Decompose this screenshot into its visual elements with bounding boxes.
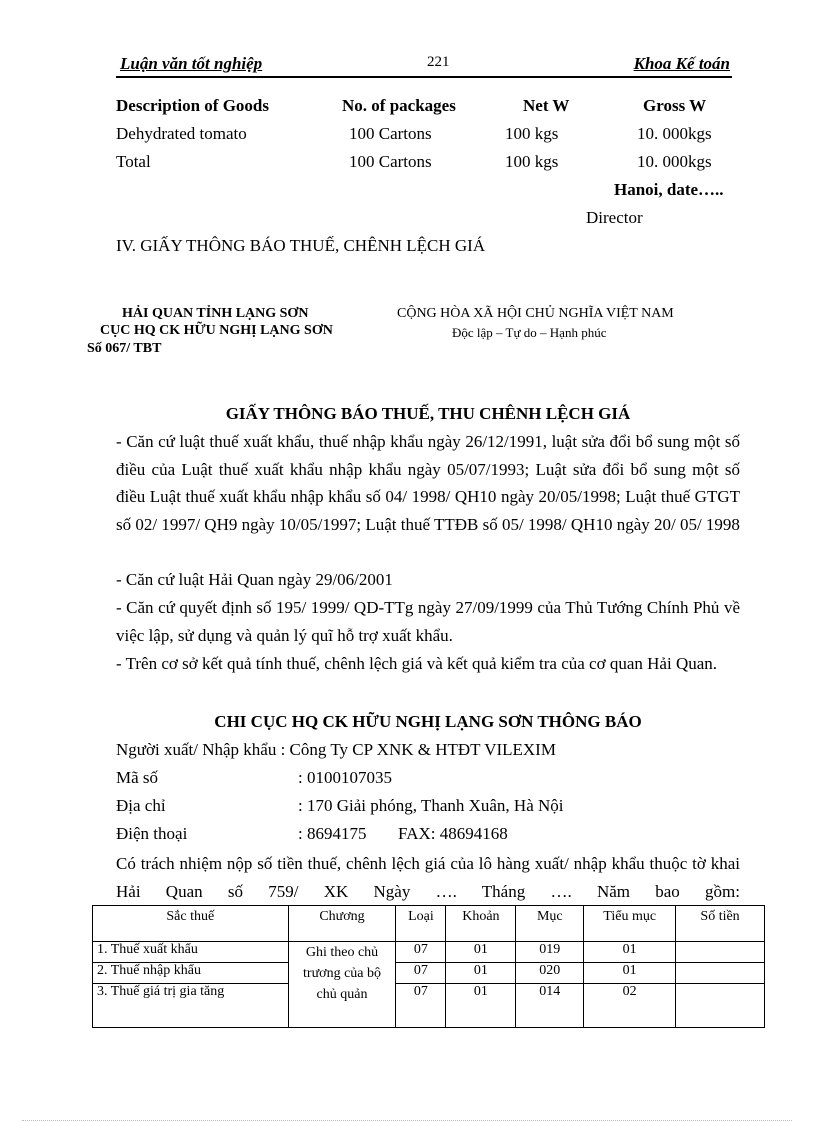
- amount-cell: [676, 984, 765, 1028]
- notice-title: GIẤY THÔNG BÁO THUẾ, THU CHÊNH LỆCH GIÁ: [225, 404, 631, 423]
- code-label: Mã số: [116, 768, 159, 787]
- phone-label: Điện thoại: [116, 824, 188, 843]
- goods-cell: 10. 000kgs: [637, 152, 712, 171]
- amount-cell: [676, 942, 765, 963]
- col-chapter: Chương: [288, 906, 396, 942]
- legal-basis-2: - Căn cứ luật Hải Quan ngày 29/06/2001: [116, 570, 393, 589]
- col-subsection: Tiểu mục: [584, 906, 676, 942]
- amount-cell: [676, 963, 765, 984]
- table-cell: 01: [446, 984, 516, 1028]
- republic-name: CỘNG HÒA XÃ HỘI CHỦ NGHĨA VIỆT NAM: [397, 306, 674, 321]
- code-value: : 0100107035: [298, 768, 392, 787]
- col-tax-type: Sắc thuế: [93, 906, 289, 942]
- importer-line: Người xuất/ Nhập khẩu : Công Ty CP XNK & HTĐT VILEXIM: [116, 740, 556, 759]
- header-thesis-title: Luận văn tốt nghiệp: [120, 54, 263, 73]
- goods-cell: 10. 000kgs: [637, 124, 712, 143]
- goods-cell: 100 kgs: [505, 124, 559, 143]
- goods-col-net-weight: Net W: [523, 96, 570, 115]
- table-cell: 01: [446, 942, 516, 963]
- goods-cell: 100 Cartons: [349, 124, 432, 143]
- table-cell: 01: [446, 963, 516, 984]
- table-row: [93, 984, 765, 1028]
- col-item: Khoản: [446, 906, 516, 942]
- legal-basis-3: - Căn cứ quyết định số 195/ 1999/ QD-TTg ngày 27/09/1999 của Thủ Tướng Chính Phủ về việc lập, sử dụng và quản lý quĩ hỗ trợ xuất khẩu.: [116, 598, 740, 645]
- table-row: [93, 963, 765, 984]
- table-cell: 01: [584, 942, 676, 963]
- table-cell: 014: [516, 984, 584, 1028]
- document-number: Số 067/ TBT: [87, 341, 162, 356]
- table-cell: 07: [396, 984, 446, 1028]
- fax-value: FAX: 48694168: [398, 824, 508, 843]
- signature-title: Director: [586, 208, 643, 227]
- col-section: Mục: [516, 906, 584, 942]
- table-cell: 07: [396, 942, 446, 963]
- goods-cell: Dehydrated tomato: [116, 124, 247, 143]
- closing-text: Có trách nhiệm nộp số tiền thuế, chênh lệch giá của lô hàng xuất/ nhập khẩu thuộc tờ khai Hải Quan số 759/ XK Ngày …. Tháng …. Năm bao gồm:: [116, 854, 740, 901]
- goods-cell: 100 kgs: [505, 152, 559, 171]
- signature-place-date: Hanoi, date…..: [614, 180, 724, 199]
- announce-title: CHI CỤC HQ CK HỮU NGHỊ LẠNG SƠN THÔNG BÁO: [214, 712, 642, 731]
- legal-basis-1: - Căn cứ luật thuế xuất khẩu, thuế nhập khẩu ngày 26/12/1991, luật sửa đổi bổ sung một số điều của Luật thuế xuất khẩu nhập khẩu ngày 05/07/1993; Luật sửa đổi bổ sung một số điều Luật thuế xuất khẩu nhập khẩu số 04/ 1998/ QH10 ngày 20/05/1998; Luật thuế GTGT số 02/ 1997/ QH9 ngày 10/05/1997; Luật thuế TTĐB số 05/ 1998/ QH10 ngày 20/ 05/ 1998: [116, 432, 740, 534]
- table-cell: 020: [516, 963, 584, 984]
- goods-col-description: Description of Goods: [116, 96, 269, 115]
- tax-table-header: [93, 906, 765, 942]
- table-cell: 02: [584, 984, 676, 1028]
- address-value: : 170 Giải phóng, Thanh Xuân, Hà Nội: [298, 796, 564, 815]
- goods-cell: 100 Cartons: [349, 152, 432, 171]
- running-header: [116, 52, 732, 78]
- agency-line2: CỤC HQ CK HỮU NGHỊ LẠNG SƠN: [100, 323, 333, 338]
- table-cell: 07: [396, 963, 446, 984]
- phone-value: : 8694175: [298, 824, 367, 843]
- table-cell: 01: [584, 963, 676, 984]
- goods-col-gross-weight: Gross W: [643, 96, 707, 115]
- tax-type-cell: 3. Thuế giá trị gia tăng: [93, 984, 289, 1028]
- tax-table: [92, 905, 765, 1028]
- chapter-note: Ghi theo chủ trương của bộ chủ quản: [288, 942, 396, 1028]
- address-label: Địa chỉ: [116, 796, 166, 815]
- goods-col-packages: No. of packages: [342, 96, 456, 115]
- table-row: [93, 942, 765, 963]
- page-number: 221: [427, 54, 450, 70]
- agency-line1: HẢI QUAN TỈNH LẠNG SƠN: [122, 306, 309, 321]
- col-category: Loại: [396, 906, 446, 942]
- section-heading: IV. GIẤY THÔNG BÁO THUẾ, CHÊNH LỆCH GIÁ: [116, 236, 486, 255]
- col-amount: Số tiền: [676, 906, 765, 942]
- legal-basis-4: - Trên cơ sở kết quả tính thuế, chênh lệch giá và kết quả kiểm tra của cơ quan Hải Quan.: [116, 654, 718, 673]
- table-cell: 019: [516, 942, 584, 963]
- tax-type-cell: 2. Thuế nhập khẩu: [93, 963, 289, 984]
- goods-cell: Total: [116, 152, 151, 171]
- page-bottom-divider: [22, 1120, 792, 1121]
- tax-type-cell: 1. Thuế xuất khẩu: [93, 942, 289, 963]
- header-faculty: Khoa Kế toán: [633, 54, 730, 73]
- republic-motto: Độc lập – Tự do – Hạnh phúc: [452, 325, 607, 340]
